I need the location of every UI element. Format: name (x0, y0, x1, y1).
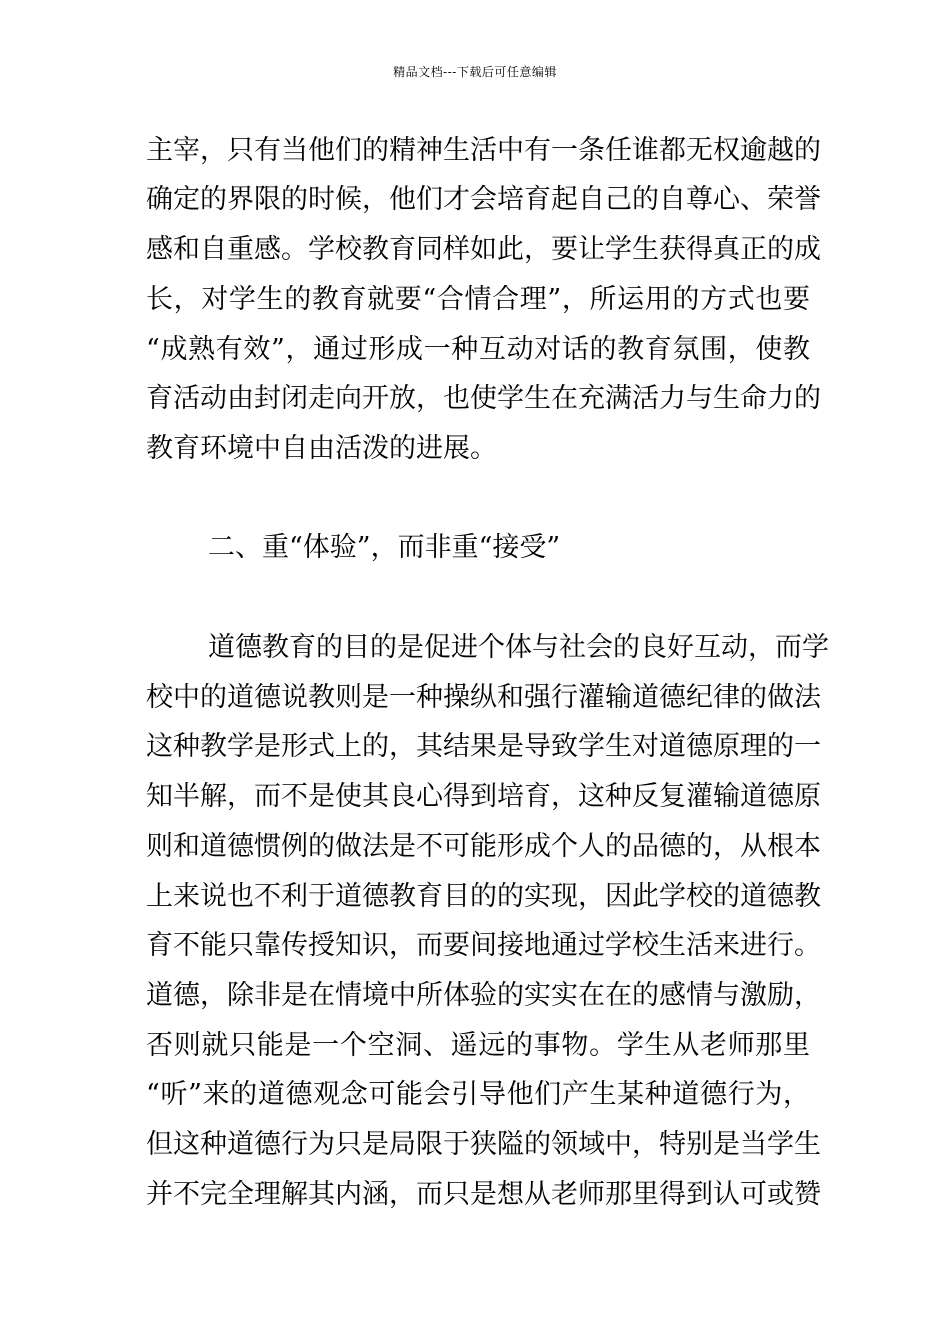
paragraph-2-line: 则和道德惯例的做法是不可能形成个人的品德的，从根本 (146, 831, 821, 862)
page-header: 精品文档---下载后可任意编辑 (393, 65, 557, 79)
paragraph-2-line: 否则就只能是一个空洞、遥远的事物。学生从老师那里 (146, 1030, 810, 1061)
paragraph-1-line: 教育环境中自由活泼的进展。 (146, 433, 497, 464)
paragraph-2-line: 校中的道德说教则是一种操纵和强行灌输道德纪律的做法 (146, 682, 821, 713)
paragraph-1-line: 确定的界限的时候，他们才会培育起自己的自尊心、荣誉 (146, 184, 821, 215)
paragraph-2-line: 这种教学是形式上的，其结果是导致学生对道德原理的一 (146, 731, 821, 762)
paragraph-2-line: 上来说也不利于道德教育目的的实现，因此学校的道德教 (146, 881, 821, 912)
paragraph-2-line: 知半解，而不是使其良心得到培育，这种反复灌输道德原 (146, 781, 821, 812)
paragraph-1-line: 育活动由封闭走向开放，也使学生在充满活力与生命力的 (146, 383, 821, 414)
section-heading: 二、重“体验”，而非重“接受” (208, 532, 561, 563)
paragraph-2-line: 但这种道德行为只是局限于狭隘的领域中，特别是当学生 (146, 1129, 821, 1160)
paragraph-1-line: 感和自重感。学校教育同样如此，要让学生获得真正的成 (146, 234, 821, 265)
paragraph-2-line: “听”来的道德观念可能会引导他们产生某种道德行为， (146, 1079, 810, 1110)
paragraph-1-line: 长，对学生的教育就要“合情合理”，所运用的方式也要 (146, 284, 810, 315)
paragraph-2-line: 并不完全理解其内涵，而只是想从老师那里得到认可或赞 (146, 1179, 821, 1210)
paragraph-2-line: 道德教育的目的是促进个体与社会的良好互动，而学 (208, 632, 829, 663)
paragraph-1-line: 主宰，只有当他们的精神生活中有一条任谁都无权逾越的 (146, 135, 821, 166)
paragraph-1-line: “成熟有效”，通过形成一种互动对话的教育氛围，使教 (146, 334, 810, 365)
paragraph-2-line: 道德，除非是在情境中所体验的实实在在的感情与激励， (146, 980, 821, 1011)
paragraph-2-line: 育不能只靠传授知识，而要间接地通过学校生活来进行。 (146, 930, 821, 961)
